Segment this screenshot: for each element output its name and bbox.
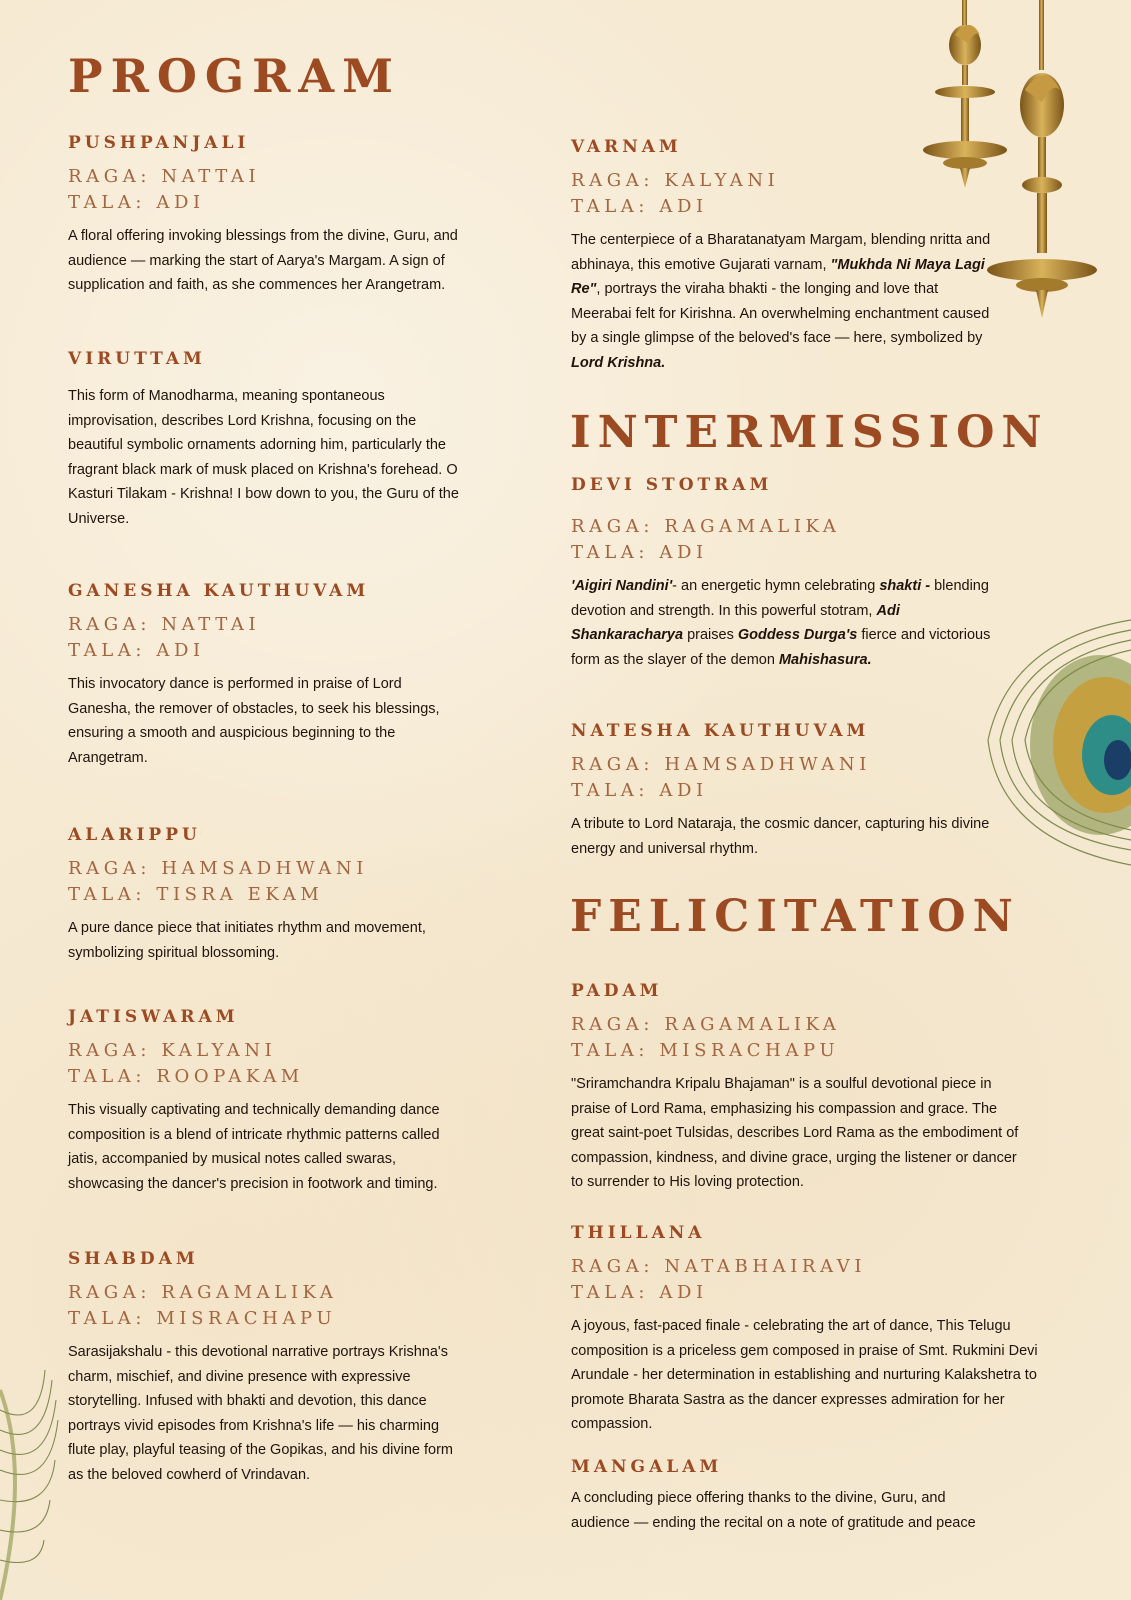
- raga-label: RAGA: HAMSADHWANI: [571, 754, 871, 775]
- item-description: A concluding piece offering thanks to the divine, Guru, and audience — ending the recital on a note of gratitude and peace: [571, 1490, 976, 1531]
- item-title: VIRUTTAM: [68, 349, 206, 369]
- item-title: MANGALAM: [571, 1457, 723, 1477]
- item-title: GANESHA KAUTHUVAM: [68, 581, 370, 601]
- item-title: NATESHA KAUTHUVAM: [571, 721, 870, 741]
- item-title: THILLANA: [571, 1223, 706, 1243]
- item-description: This visually captivating and technically demanding dance composition is a blend of intricate rhythmic patterns called jatis, accompanied by musical notes called swaras, showcasing the dancer's precision in footwork and timing.: [68, 1102, 440, 1192]
- item-description: This form of Manodharma, meaning spontaneous improvisation, describes Lord Krishna, focusing on the beautiful symbolic ornaments adorning him, particularly the fragrant black mark of musk placed on Krishna's forehead. O Kasturi Tilakam - Krishna! I bow down to you, the Guru of the Universe.: [68, 388, 459, 527]
- raga-label: RAGA: RAGAMALIKA: [68, 1282, 338, 1303]
- item-title: DEVI STOTRAM: [571, 475, 773, 495]
- item-viruttam: [68, 348, 468, 531]
- item-ganesha-kauthuvam: [68, 580, 468, 770]
- item-description: "Sriramchandra Kripalu Bhajaman" is a soulful devotional piece in praise of Lord Rama, emphasizing his compassion and grace. The great saint-poet Tulsidas, describes Lord Rama as the embodiment of compassion, kindness, and divine grace, urging the listener or dancer to surrender to His loving protection.: [571, 1076, 1019, 1190]
- item-title: VARNAM: [571, 137, 682, 157]
- tala-label: TALA: ADI: [571, 780, 708, 801]
- tala-label: TALA: ADI: [68, 640, 205, 661]
- item-description: A tribute to Lord Nataraja, the cosmic dancer, capturing his divine energy and universal rhythm.: [571, 816, 990, 857]
- tala-label: TALA: ADI: [68, 192, 205, 213]
- item-jatiswaram: [68, 1006, 468, 1196]
- tala-label: TALA: ADI: [571, 542, 708, 563]
- item-padam: [571, 980, 1071, 1195]
- tala-label: TALA: MISRACHAPU: [68, 1308, 337, 1329]
- item-devi-stotram: [571, 474, 991, 672]
- item-description: The centerpiece of a Bharatanatyam Margam, blending nritta and abhinaya, this emotive Gujarati varnam, "Mukhda Ni Maya Lagi Re", portrays the viraha bhakti - the longing and love that Meerabai felt for Kirishna. An overwhelming enchantment caused by a single glimpse of the beloved's face — here, symbolized by Lord Krishna.: [571, 232, 991, 371]
- program-column-right: [571, 136, 1071, 1576]
- program-title: PROGRAM: [68, 49, 402, 103]
- tala-label: TALA: ADI: [571, 1282, 708, 1303]
- item-title: PUSHPANJALI: [68, 133, 250, 153]
- raga-label: RAGA: HAMSADHWANI: [68, 858, 368, 879]
- raga-label: RAGA: KALYANI: [571, 170, 780, 191]
- item-title: PADAM: [571, 981, 663, 1001]
- item-description: A pure dance piece that initiates rhythm and movement, symbolizing spiritual blossoming.: [68, 920, 426, 961]
- raga-label: RAGA: RAGAMALIKA: [571, 1014, 841, 1035]
- item-shabdam: [68, 1248, 468, 1487]
- item-thillana: [571, 1222, 1071, 1437]
- tala-label: TALA: MISRACHAPU: [571, 1040, 840, 1061]
- raga-label: RAGA: NATTAI: [68, 614, 261, 635]
- raga-label: RAGA: RAGAMALIKA: [571, 516, 841, 537]
- item-natesha-kauthuvam: [571, 720, 991, 861]
- item-alarippu: [68, 824, 468, 965]
- tala-label: TALA: ADI: [571, 196, 708, 217]
- felicitation-title: FELICITATION: [570, 891, 1020, 942]
- intermission-title: INTERMISSION: [570, 407, 1049, 458]
- item-varnam: [571, 136, 991, 375]
- item-description: This invocatory dance is performed in praise of Lord Ganesha, the remover of obstacles, to seek his blessings, ensuring a smooth and auspicious beginning to the Arangetram.: [68, 676, 440, 766]
- raga-label: RAGA: KALYANI: [68, 1040, 277, 1061]
- item-title: JATISWARAM: [68, 1007, 239, 1027]
- item-description: A joyous, fast-paced finale - celebrating the art of dance, This Telugu composition is a priceless gem composed in praise of Smt. Rukmini Devi Arundale - her determination in establishing and nurturing Kalakshetra to promote Bharata Sastra as the dancer expresses admiration for her compassion.: [571, 1318, 1038, 1432]
- item-title: SHABDAM: [68, 1249, 199, 1269]
- raga-label: RAGA: NATTAI: [68, 166, 261, 187]
- raga-label: RAGA: NATABHAIRAVI: [571, 1256, 867, 1277]
- item-description: Sarasijakshalu - this devotional narrative portrays Krishna's charm, mischief, and divine presence with expressive storytelling. Infused with bhakti and devotion, this dance portrays vivid episodes from Krishna's life — his charming flute play, playful teasing of the Gopikas, and his divine form as the beloved cowherd of Vrindavan.: [68, 1344, 454, 1483]
- item-pushpanjali: [68, 132, 468, 298]
- item-description: A floral offering invoking blessings from the divine, Guru, and audience — marking the start of Aarya's Margam. A sign of supplication and faith, as she commences her Arangetram.: [68, 228, 458, 293]
- tala-label: TALA: TISRA EKAM: [68, 884, 324, 905]
- tala-label: TALA: ROOPAKAM: [68, 1066, 304, 1087]
- peacock-feather-icon: [0, 1370, 60, 1600]
- item-title: ALARIPPU: [68, 825, 201, 845]
- item-description: 'Aigiri Nandini'- an energetic hymn celebrating shakti - blending devotion and strength. In this powerful stotram, Adi Shankaracharya praises Goddess Durga's fierce and victorious form as the slayer of the demon Mahishasura.: [571, 578, 991, 668]
- item-mangalam: [571, 1456, 1071, 1535]
